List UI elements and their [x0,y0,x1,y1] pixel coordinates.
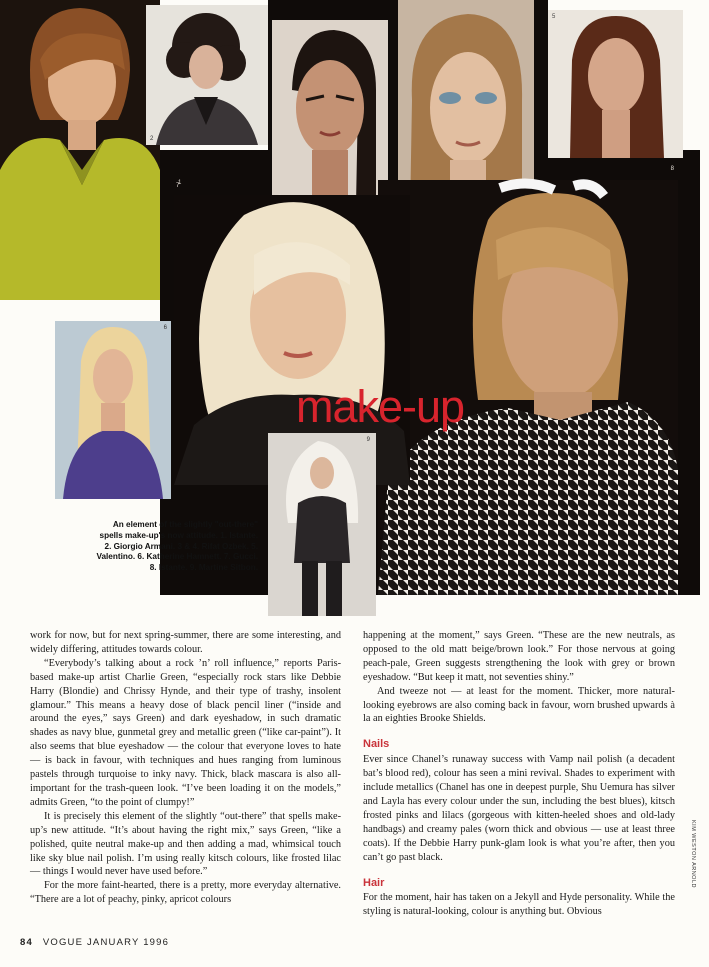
page-footer [20,937,169,948]
article-column-right [363,629,675,919]
photo-6-hamnett [55,321,171,499]
article-column-left [30,629,341,907]
photo-number: 5 [552,14,556,20]
section-heading-nails: Nails [363,738,390,751]
photo-credit-text: KIM WESTON ARNOLD [690,820,696,888]
page-number: 84 [20,937,33,948]
photo-number: 2 [150,136,154,142]
photo-number: 6 [163,325,167,331]
photo-number: 7 [176,183,180,189]
photo-caption: An element of the slightly "out-there" spells make-up's now attitude. 1. Istante. 2. Giorgio Armani. 3 & 4. Rifat Ozbek. 5. Valentino. 6. Katherine Hamnett. 7. Gucci. 8. Istante. 9. Martine Sitbon. [96,520,258,573]
section-heading-hair: Hair [363,876,385,889]
paragraph: Ever since Chanel’s runaway success with Vamp nail polish (a decadent bat’s blood red), colour has seen a mini revival. Shades to experiment with include metallics (Chanel has one in deepest purple, Shu Uemura has silver and Layla has every colour under the sun, including the best blues), kitsch frosted pinks and lilacs (gorgeous with kitten-heeled shoes and old-lady handbags) and creamy pales (worn thick and obvious — use at least three coats). If the Debbie Harry punk-glam look is what you’re after, then you can’t go past black. [363,754,675,863]
photo-number: 8 [670,166,674,172]
paragraph: work for now, but for next spring-summer, there are some interesting, and widely differing, attitudes towards colour. [30,630,341,655]
publication-name: VOGUE JANUARY 1996 [42,937,170,948]
paragraph: For the moment, hair has taken on a Jekyll and Hyde personality. While the styling is natural-looking, colour is anything but. Obvious [363,892,675,918]
paragraph: It is precisely this element of the slightly “out-there” that spells make-up’s new attitude. “It’s about having the right mix,” says Green, “like a polished, quite neutral make-up and then adding a mad, whimsical touch like sky blue nail polish. I’m using really kitsch colours, like frosted lilac — things I would never have used before.” [30,810,341,878]
photo-number-1: 1 [178,180,182,186]
paragraph: For the more faint-hearted, there is a pretty, more everyday alternative. “There are a lot of peachy, pinky, apricot colours [30,880,341,906]
headline: make-up [296,381,465,432]
paragraph: happening at the moment,” says Green. “These are the new neutrals, as opposed to the old matt beige/brown look.” For those nervous at going peach-pale, Green suggests strengthening the look with grey or brown eyeshadow. “But keep it matt, not seventies shiny.” [363,630,675,683]
paragraph: “Everybody’s talking about a rock ’n’ roll influence,” reports Paris-based make-up artist Charlie Green, “especially rock stars like Debbie Harry (Blondie) and Chrissy Hynde, and their type of trashy, insolent glamour.” This means a heavy dose of black pencil liner (“inside and around the eyes,” says Green) and dark eyeshadow, in such dramatic shades as navy blue, gunmetal grey and metallic green (“like car-paint”). It also seems that blue eyeshadow — the colour that everyone loves to hate — is back in favour, with techniques and hues ranging from luminous pastels through turquoise to inky navy. Thick, black mascara is also all-important for the trash-queen look. “I’ve been loading it on the models,” admits Green, “to the point of clumpy!” [30,657,341,808]
photo-2-armani [146,5,268,145]
photo-3-ozbek [272,20,388,205]
photo-1-istante [0,0,160,300]
photo-9-sitbon [268,433,376,616]
photo-credit [688,820,698,930]
paragraph: And tweeze not — at least for the moment. Thicker, more natural-looking eyebrows are also coming back in favour, worn brushed upwards à la an eighties Brooke Shields. [363,685,675,725]
photo-5-valentino [548,10,683,158]
photo-number: 9 [366,437,370,443]
